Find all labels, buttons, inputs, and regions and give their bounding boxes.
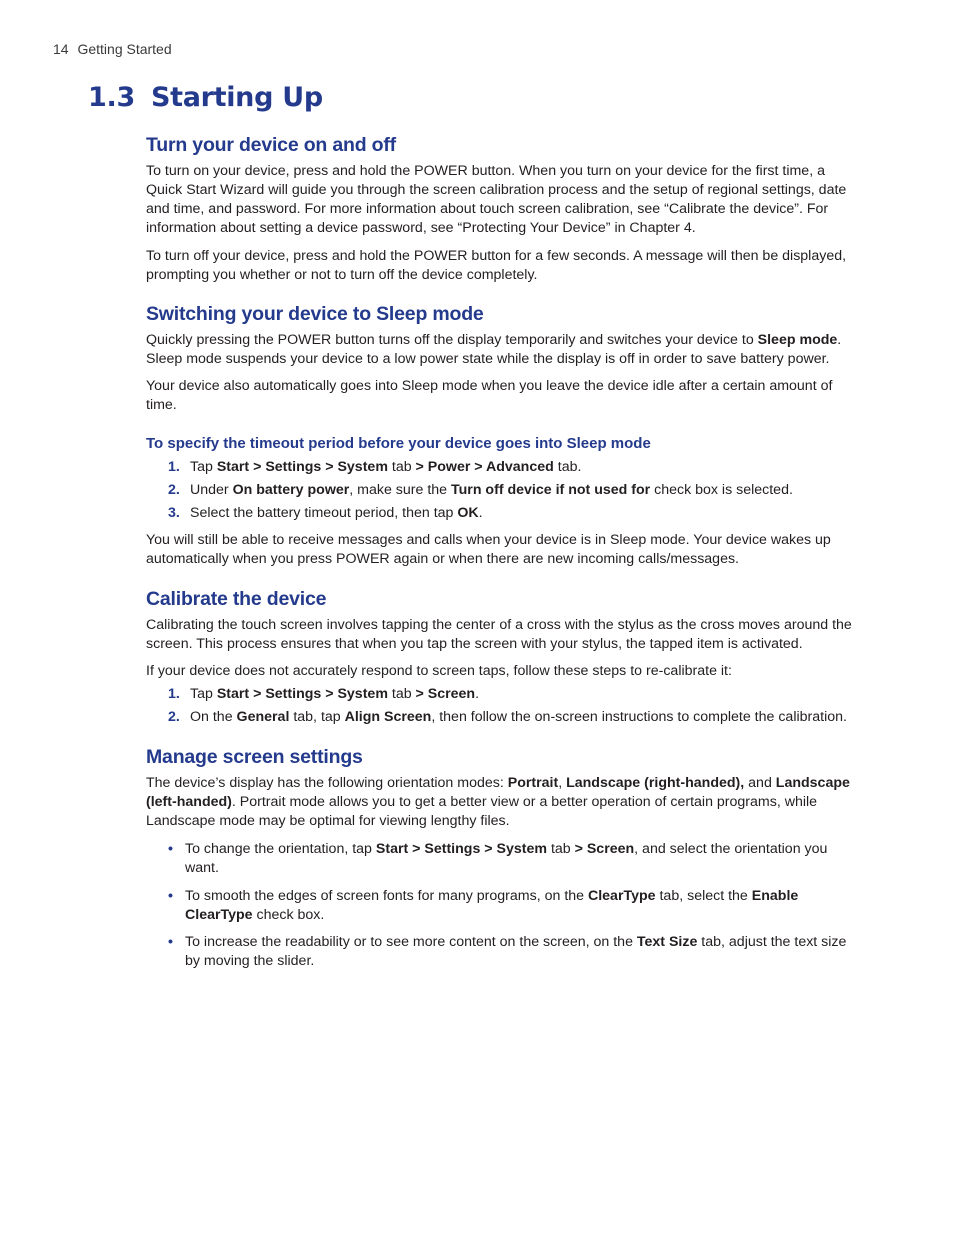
bold-term: Portrait xyxy=(507,775,559,792)
bold-term: Enable ClearType xyxy=(185,887,799,923)
calibrate-steps-list xyxy=(146,685,862,727)
bold-term: Start > Settings > System xyxy=(216,459,388,476)
heading-screen-settings: Manage screen settings xyxy=(146,746,363,769)
step-number: 1. xyxy=(168,686,180,703)
list-item xyxy=(146,887,862,925)
text-run: Under xyxy=(190,481,233,498)
step-number: 2. xyxy=(168,709,180,726)
paragraph-orientation-modes xyxy=(146,774,862,831)
bullet-glyph: • xyxy=(168,934,173,951)
text-run: Tap xyxy=(190,686,217,703)
list-item xyxy=(146,840,862,878)
paragraph-sleep-intro xyxy=(146,331,862,369)
text-run: and xyxy=(744,775,776,792)
list-item xyxy=(146,685,862,704)
bold-term: Sleep mode xyxy=(757,332,838,349)
text-run: , xyxy=(558,775,567,792)
bold-term: On battery power xyxy=(232,481,350,498)
bold-term: > Screen xyxy=(574,840,635,857)
chapter-title-text: Starting Up xyxy=(150,82,323,113)
bold-term: General xyxy=(236,709,290,726)
chapter-number: 1.3 xyxy=(88,82,135,113)
bold-term: Start > Settings > System xyxy=(216,686,388,703)
text-run: tab, adjust the text size by moving the slider. xyxy=(185,934,847,970)
step-number: 3. xyxy=(168,504,180,521)
text-run: To increase the readability or to see more content on the screen, on the xyxy=(185,934,637,951)
text-run: tab xyxy=(387,686,416,703)
bold-term: Landscape (right-handed), xyxy=(566,775,745,792)
text-run: , make sure the xyxy=(349,481,452,498)
page-content xyxy=(146,132,862,971)
text-run: tab. xyxy=(553,459,582,476)
text-run: tab xyxy=(547,840,575,857)
bold-term: Text Size xyxy=(636,934,698,951)
sleep-steps-list xyxy=(146,458,862,523)
text-run: . xyxy=(475,686,480,703)
paragraph-calibrate-recalibrate: If your device does not accurately respond to screen taps, follow these steps to re-calibrate it: xyxy=(146,663,732,680)
heading-sleep-mode: Switching your device to Sleep mode xyxy=(146,303,484,326)
text-run: . Portrait mode allows you to get a better view or a better operation of certain programs, while Landscape mode may be optimal for viewing lengthy files. xyxy=(146,794,818,829)
text-run: , and select the orientation you want. xyxy=(185,840,828,876)
bold-term: > Screen xyxy=(415,686,476,703)
text-run: . Sleep mode suspends your device to a low power state while the display is off in order to save battery power. xyxy=(146,332,842,368)
text-run: Quickly pressing the POWER button turns off the display temporarily and switches your device to xyxy=(146,332,758,349)
bullet-glyph: • xyxy=(168,840,173,857)
list-item xyxy=(146,481,862,500)
text-run: , then follow the on-screen instructions to complete the calibration. xyxy=(431,709,847,726)
bold-term: Turn off device if not used for xyxy=(451,481,651,498)
running-header xyxy=(53,41,172,57)
bold-term: > Power > Advanced xyxy=(415,459,554,476)
paragraph-turn-off: To turn off your device, press and hold the POWER button for a few seconds. A message will then be displayed, prompting you whether or not to turn off the device completely. xyxy=(146,247,847,283)
bold-term: OK xyxy=(457,504,479,521)
bold-term: Landscape (left-handed) xyxy=(146,775,850,811)
bold-term: Start > Settings > System xyxy=(375,840,547,857)
text-run: To smooth the edges of screen fonts for many programs, on the xyxy=(185,887,588,904)
text-run: The device’s display has the following orientation modes: xyxy=(146,775,508,792)
running-header-section: Getting Started xyxy=(77,41,172,57)
list-item xyxy=(146,504,862,523)
bold-term: Align Screen xyxy=(344,709,432,726)
text-run: On the xyxy=(190,709,237,726)
bold-term: ClearType xyxy=(587,887,656,904)
heading-turn-on-off: Turn your device on and off xyxy=(146,134,396,156)
heading-calibrate: Calibrate the device xyxy=(146,587,327,610)
text-run: . xyxy=(478,504,483,521)
list-item xyxy=(146,458,862,477)
paragraph-sleep-idle: Your device also automatically goes into Sleep mode when you leave the device idle after a certain amount of time. xyxy=(146,378,833,414)
screen-settings-bullets xyxy=(146,840,862,971)
page-number: 14 xyxy=(53,41,69,57)
text-run: To change the orientation, tap xyxy=(185,840,376,857)
text-run: tab, tap xyxy=(289,709,345,726)
chapter-title xyxy=(88,82,323,113)
paragraph-calibrate-intro: Calibrating the touch screen involves tapping the center of a cross with the stylus as the cross moves around the screen. This process ensures that when you tap the screen with your stylus, the tapped item is activated. xyxy=(146,616,852,652)
step-number: 2. xyxy=(168,481,180,498)
text-run: Tap xyxy=(190,459,217,476)
list-item xyxy=(146,708,862,727)
step-number: 1. xyxy=(168,459,180,476)
paragraph-sleep-messages: You will still be able to receive messages and calls when your device is in Sleep mode. Your device wakes up automatically when you press POWER again or when there are new incoming calls/messages. xyxy=(146,531,831,567)
list-item xyxy=(146,933,862,971)
text-run: check box. xyxy=(252,906,325,923)
paragraph-turn-on: To turn on your device, press and hold the POWER button. When you turn on your device for the first time, a Quick Start Wizard will guide you through the screen calibration process and the setup of regional settings, date and time, and password. For more information about touch screen calibration, see “Calibrate the device”. For information about setting a device password, see “Protecting Your Device” in Chapter 4. xyxy=(146,163,847,236)
text-run: tab, select the xyxy=(655,887,752,904)
subheading-sleep-timeout: To specify the timeout period before your device goes into Sleep mode xyxy=(146,435,651,453)
text-run: Select the battery timeout period, then tap xyxy=(190,504,458,521)
text-run: tab xyxy=(387,459,416,476)
text-run: check box is selected. xyxy=(650,481,793,498)
bullet-glyph: • xyxy=(168,887,173,904)
